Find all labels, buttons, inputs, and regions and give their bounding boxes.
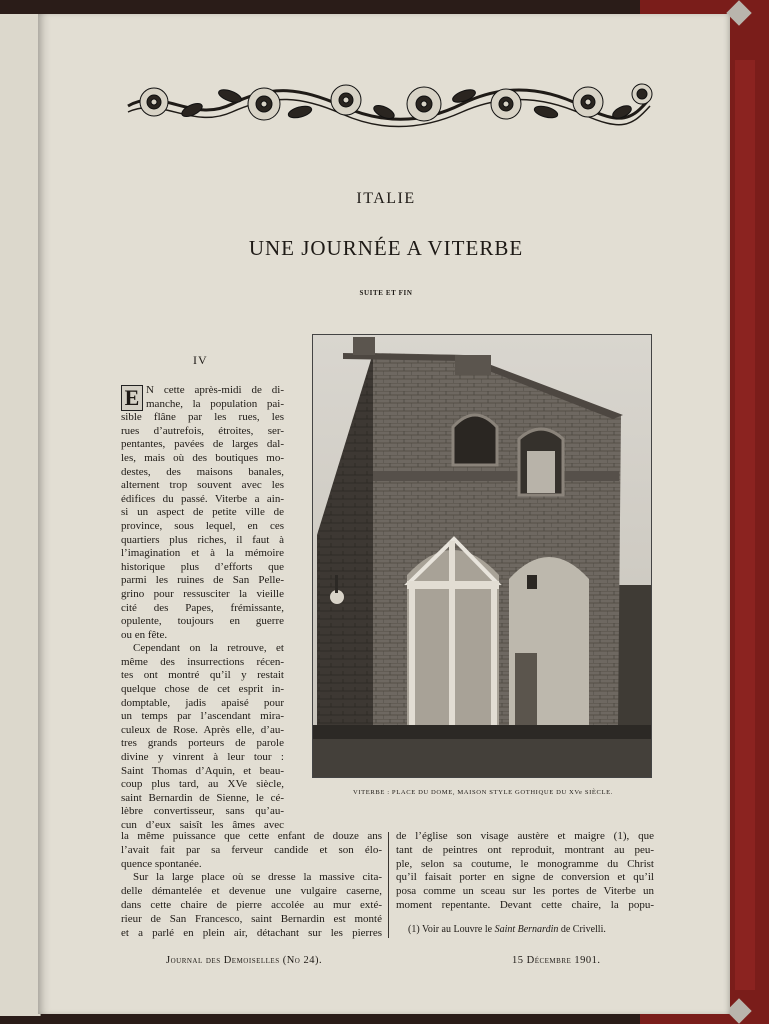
text-line: si un aspect de petite ville de bbox=[121, 506, 284, 519]
text-line: manche, la population pai- bbox=[146, 397, 284, 410]
text-line: de l’église son visage austère et maigre (1), que bbox=[396, 830, 654, 842]
text-line: rues d’autrefois, étroites, ser- bbox=[121, 424, 284, 437]
text-line: quartiers plus riches, il faut à bbox=[121, 533, 284, 546]
text-line: moment repentante. Devant cette chaire, la popu- bbox=[396, 898, 654, 911]
article-title: UNE JOURNÉE A VITERBE bbox=[248, 236, 524, 260]
bottom-right-text-column bbox=[396, 830, 654, 913]
text-line: saint Bernardin de Sienne, le cé- bbox=[121, 791, 284, 804]
book-page bbox=[38, 14, 730, 1014]
book-cover-edge bbox=[735, 60, 755, 990]
photo-caption: VITERBE : PLACE DU DOME, MAISON STYLE GOTHIQUE DU XVe SIÈCLE. bbox=[352, 789, 614, 796]
text-line: qu’il faisait porter en signe de conversion et qu’il bbox=[396, 871, 654, 884]
text-line: Saint Thomas d’Aquin, et beau- bbox=[121, 764, 284, 777]
text-line: édifices du passé. Viterbe a ain- bbox=[121, 492, 284, 505]
journal-footer: Journal des Demoiselles (No 24). bbox=[166, 955, 323, 966]
footnote-work-title: Saint Bernardin bbox=[494, 924, 559, 935]
text-line: et a parlé en plein air, détachant sur les pierres bbox=[121, 926, 382, 939]
text-line: divine y vinrent à leur tour : bbox=[121, 751, 284, 764]
text-line: l’imagination et à la mémoire bbox=[121, 547, 284, 560]
text-line: delle démantelée et devenue une vulgaire caserne, bbox=[121, 885, 382, 898]
text-line: N cette après-midi de di- bbox=[146, 384, 284, 396]
text-line: les, mais où des boutiques mo- bbox=[121, 451, 284, 464]
text-line: domptable, jadis apaisé pour bbox=[121, 696, 284, 709]
section-title: ITALIE bbox=[356, 190, 416, 207]
text-line: ple, selon sa coutume, le monogramme du Christ bbox=[396, 857, 654, 870]
text-line: dans cette chaire de pierre accolée au mur exté- bbox=[121, 898, 382, 911]
chapter-number: IV bbox=[193, 353, 208, 367]
text-line: la même puissance que cette enfant de douze ans bbox=[121, 830, 382, 842]
text-line: parmi les ruines de San Pelle- bbox=[121, 574, 284, 587]
text-line: tres grands porteurs de parole bbox=[121, 737, 284, 750]
text-line: opulente, toujours en guerre bbox=[121, 615, 284, 628]
drop-cap: E bbox=[121, 385, 143, 411]
text-line: tes ont montré qu’il y restait bbox=[121, 669, 284, 682]
column-divider bbox=[388, 832, 389, 938]
text-line: province, sous lequel, en ces bbox=[121, 519, 284, 532]
text-line: quence spontanée. bbox=[121, 857, 202, 870]
left-text-column bbox=[121, 384, 284, 833]
text-line: rieur de San Francesco, saint Bernardin est monté bbox=[121, 912, 382, 925]
footnote bbox=[408, 924, 606, 935]
text-line: Cependant on la retrouve, et bbox=[133, 642, 284, 655]
text-line: lèbre convertisseur, sans qu’au- bbox=[121, 805, 284, 818]
footnote-prefix: (1) Voir au Louvre le bbox=[408, 924, 495, 935]
left-page-edge bbox=[0, 14, 41, 1016]
text-line: coup plus tard, au XVe siècle, bbox=[121, 778, 284, 791]
floral-ornament-banner bbox=[122, 76, 656, 130]
text-line: ou en fête. bbox=[121, 628, 168, 641]
text-line: sible flâne par les rues, les bbox=[121, 411, 284, 424]
text-line: pentantes, pavées de larges dal- bbox=[121, 438, 284, 451]
text-line: posa comme un sceau sur les portes de Viterbe un bbox=[396, 885, 654, 898]
text-line: Sur la large place où se dresse la massive cita- bbox=[133, 871, 382, 884]
text-line: culeux de Rose. Après elle, d’au- bbox=[121, 723, 284, 736]
article-subtitle: SUITE ET FIN bbox=[359, 289, 413, 297]
footnote-suffix: de Crivelli. bbox=[558, 924, 606, 935]
gothic-house-photograph bbox=[312, 334, 652, 778]
text-line: grino pour ressusciter la vieille bbox=[121, 587, 284, 600]
text-line: alternent trop souvent avec les bbox=[121, 479, 284, 492]
text-line: l’avait fait par sa ferveur candide et son élo- bbox=[121, 843, 382, 856]
date-footer: 15 Décembre 1901. bbox=[512, 955, 601, 966]
text-line: cun d’eux saisît les âmes avec bbox=[121, 819, 284, 831]
text-line: un temps par l’ascendant mira- bbox=[121, 710, 284, 723]
text-line: tant de peintres ont reproduit, montrant au peu- bbox=[396, 843, 654, 856]
text-line: même des insurrections récen- bbox=[121, 655, 284, 668]
text-line: historique plus d’efforts que bbox=[121, 560, 284, 573]
text-line: quelque chose de cet esprit in- bbox=[121, 683, 284, 696]
text-line: cité des Papes, frémissante, bbox=[121, 601, 284, 614]
text-line: destes, des maisons banales, bbox=[121, 465, 284, 478]
bottom-left-text-column bbox=[121, 830, 382, 940]
gothic-house-illustration bbox=[313, 335, 651, 777]
